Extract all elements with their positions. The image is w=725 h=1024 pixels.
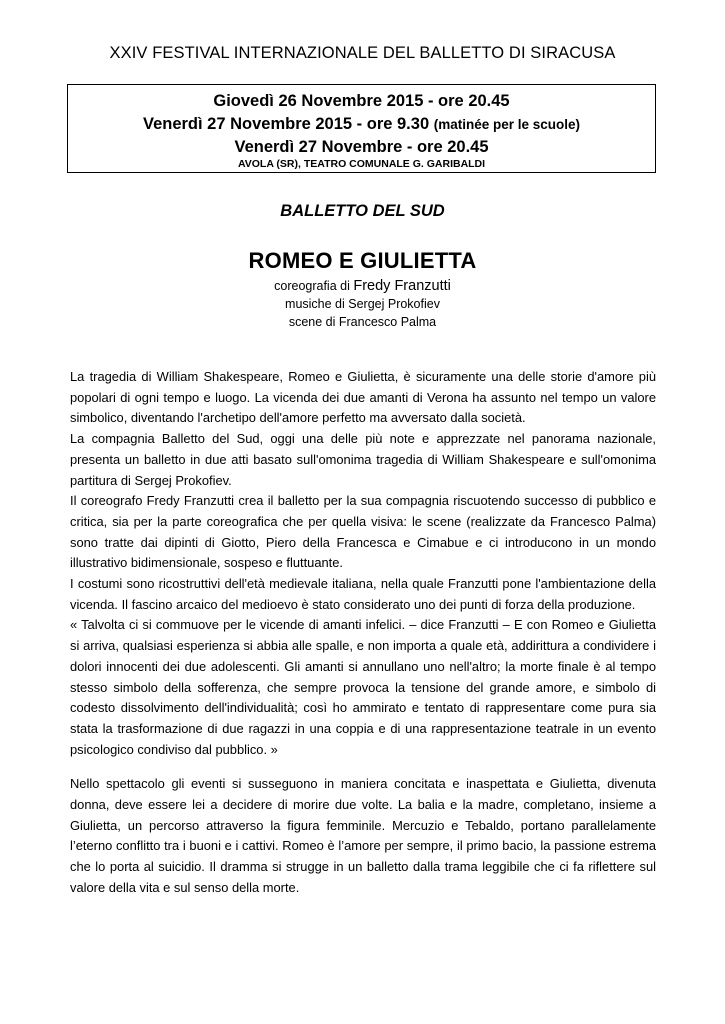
choreography-credit (0, 277, 725, 295)
choreographer-name: Fredy Franzutti (353, 278, 451, 294)
schedule-line-3: Venerdì 27 Novembre - ore 20.45 (234, 138, 489, 156)
show-title: ROMEO E GIULIETTA (248, 248, 477, 273)
paragraph-5-quote: « Talvolta ci si commuove per le vicende di amanti infelici. – dice Franzutti – E con Romeo e Giulietta si arriva, qualsiasi esperienza si abbia alle spalle, e non importa a quale età, addirittura a condividere i dolori innocenti dei due adolescenti. Gli amanti si annullano uno nell'altro; la morte finale è al tempo stesso simbolo della sofferenza, che sempre provoca la tensione del grande amore, e simbolo di codesto dissolvimento dell'individualità; così ho ammirato e tentato di rappresentare come pura sia stata la trasformazione di due ragazzi in una coppia e di una rappresentazione teatrale in un evento psicologico condiviso dal pubblico. » (70, 617, 656, 757)
paragraph-1: La tragedia di William Shakespeare, Romeo e Giulietta, è sicuramente una delle storie d'amore più popolari di ogni tempo e luogo. La vicenda dei due amanti di Verona ha assunto nel tempo un valore simbolico, diventando l'archetipo dell'amore perfetto ma avversato dalla società. (70, 369, 656, 426)
music-credit: musiche di Sergej Prokofiev (285, 297, 440, 311)
schedule-line-1: Giovedì 26 Novembre 2015 - ore 20.45 (213, 92, 510, 110)
company-name: BALLETTO DEL SUD (280, 202, 445, 220)
schedule-line-2 (68, 113, 655, 136)
body-text (70, 367, 656, 899)
credits (0, 277, 725, 331)
schedule-line-2-text: Venerdì 27 Novembre 2015 - ore 9.30 (142, 115, 430, 133)
paragraph-6: Nello spettacolo gli eventi si susseguono in maniera concitata e inaspettata e Giulietta, divenuta donna, deve essere lei a decidere di morire due volte. La balia e la madre, completano, insieme a Giulietta, un percorso attraverso la figura femminile. Mercuzio e Tebaldo, portano parallelamente l’eterno conflitto tra i buoni e i cattivi. Romeo è l’amore per sempre, il primo bacio, la passione estrema che lo porta al suicidio. Il dramma si strugge in un balletto dalla trama leggibile che ci fa riflettere sul valore della vita e sul senso della morte. (70, 776, 656, 895)
choreography-prefix: coreografia di (274, 279, 350, 293)
schedule-line-2-note: (matinée per le scuole) (433, 117, 581, 132)
schedule-box (67, 84, 656, 173)
scenes-credit: scene di Francesco Palma (288, 315, 437, 329)
festival-title: XXIV FESTIVAL INTERNAZIONALE DEL BALLETTO DI SIRACUSA (109, 44, 616, 62)
paragraph-4: I costumi sono ricostruttivi dell'età medievale italiana, nella quale Franzutti pone l'ambientazione della vicenda. Il fascino arcaico del medioevo è stato considerato uno dei punti di forza della produzione. (70, 576, 656, 612)
paragraph-2: La compagnia Balletto del Sud, oggi una delle più note e apprezzate nel panorama nazionale, presenta un balletto in due atti basato sull'omonima tragedia di William Shakespeare e sull'omonima partitura di Sergej Prokofiev. (70, 431, 656, 488)
paragraph-3: Il coreografo Fredy Franzutti crea il balletto per la sua compagnia riscuotendo successo di pubblico e critica, sia per la parte coreografica che per quella visiva: le scene (realizzate da Francesco Palma) sono tratte dai dipinti di Giotto, Piero della Francesca e Cimabue e ci introducono in un mondo illustrativo bidimensionale, sospeso e fluttuante. (70, 493, 656, 571)
venue: AVOLA (SR), TEATRO COMUNALE G. GARIBALDI (237, 158, 486, 170)
